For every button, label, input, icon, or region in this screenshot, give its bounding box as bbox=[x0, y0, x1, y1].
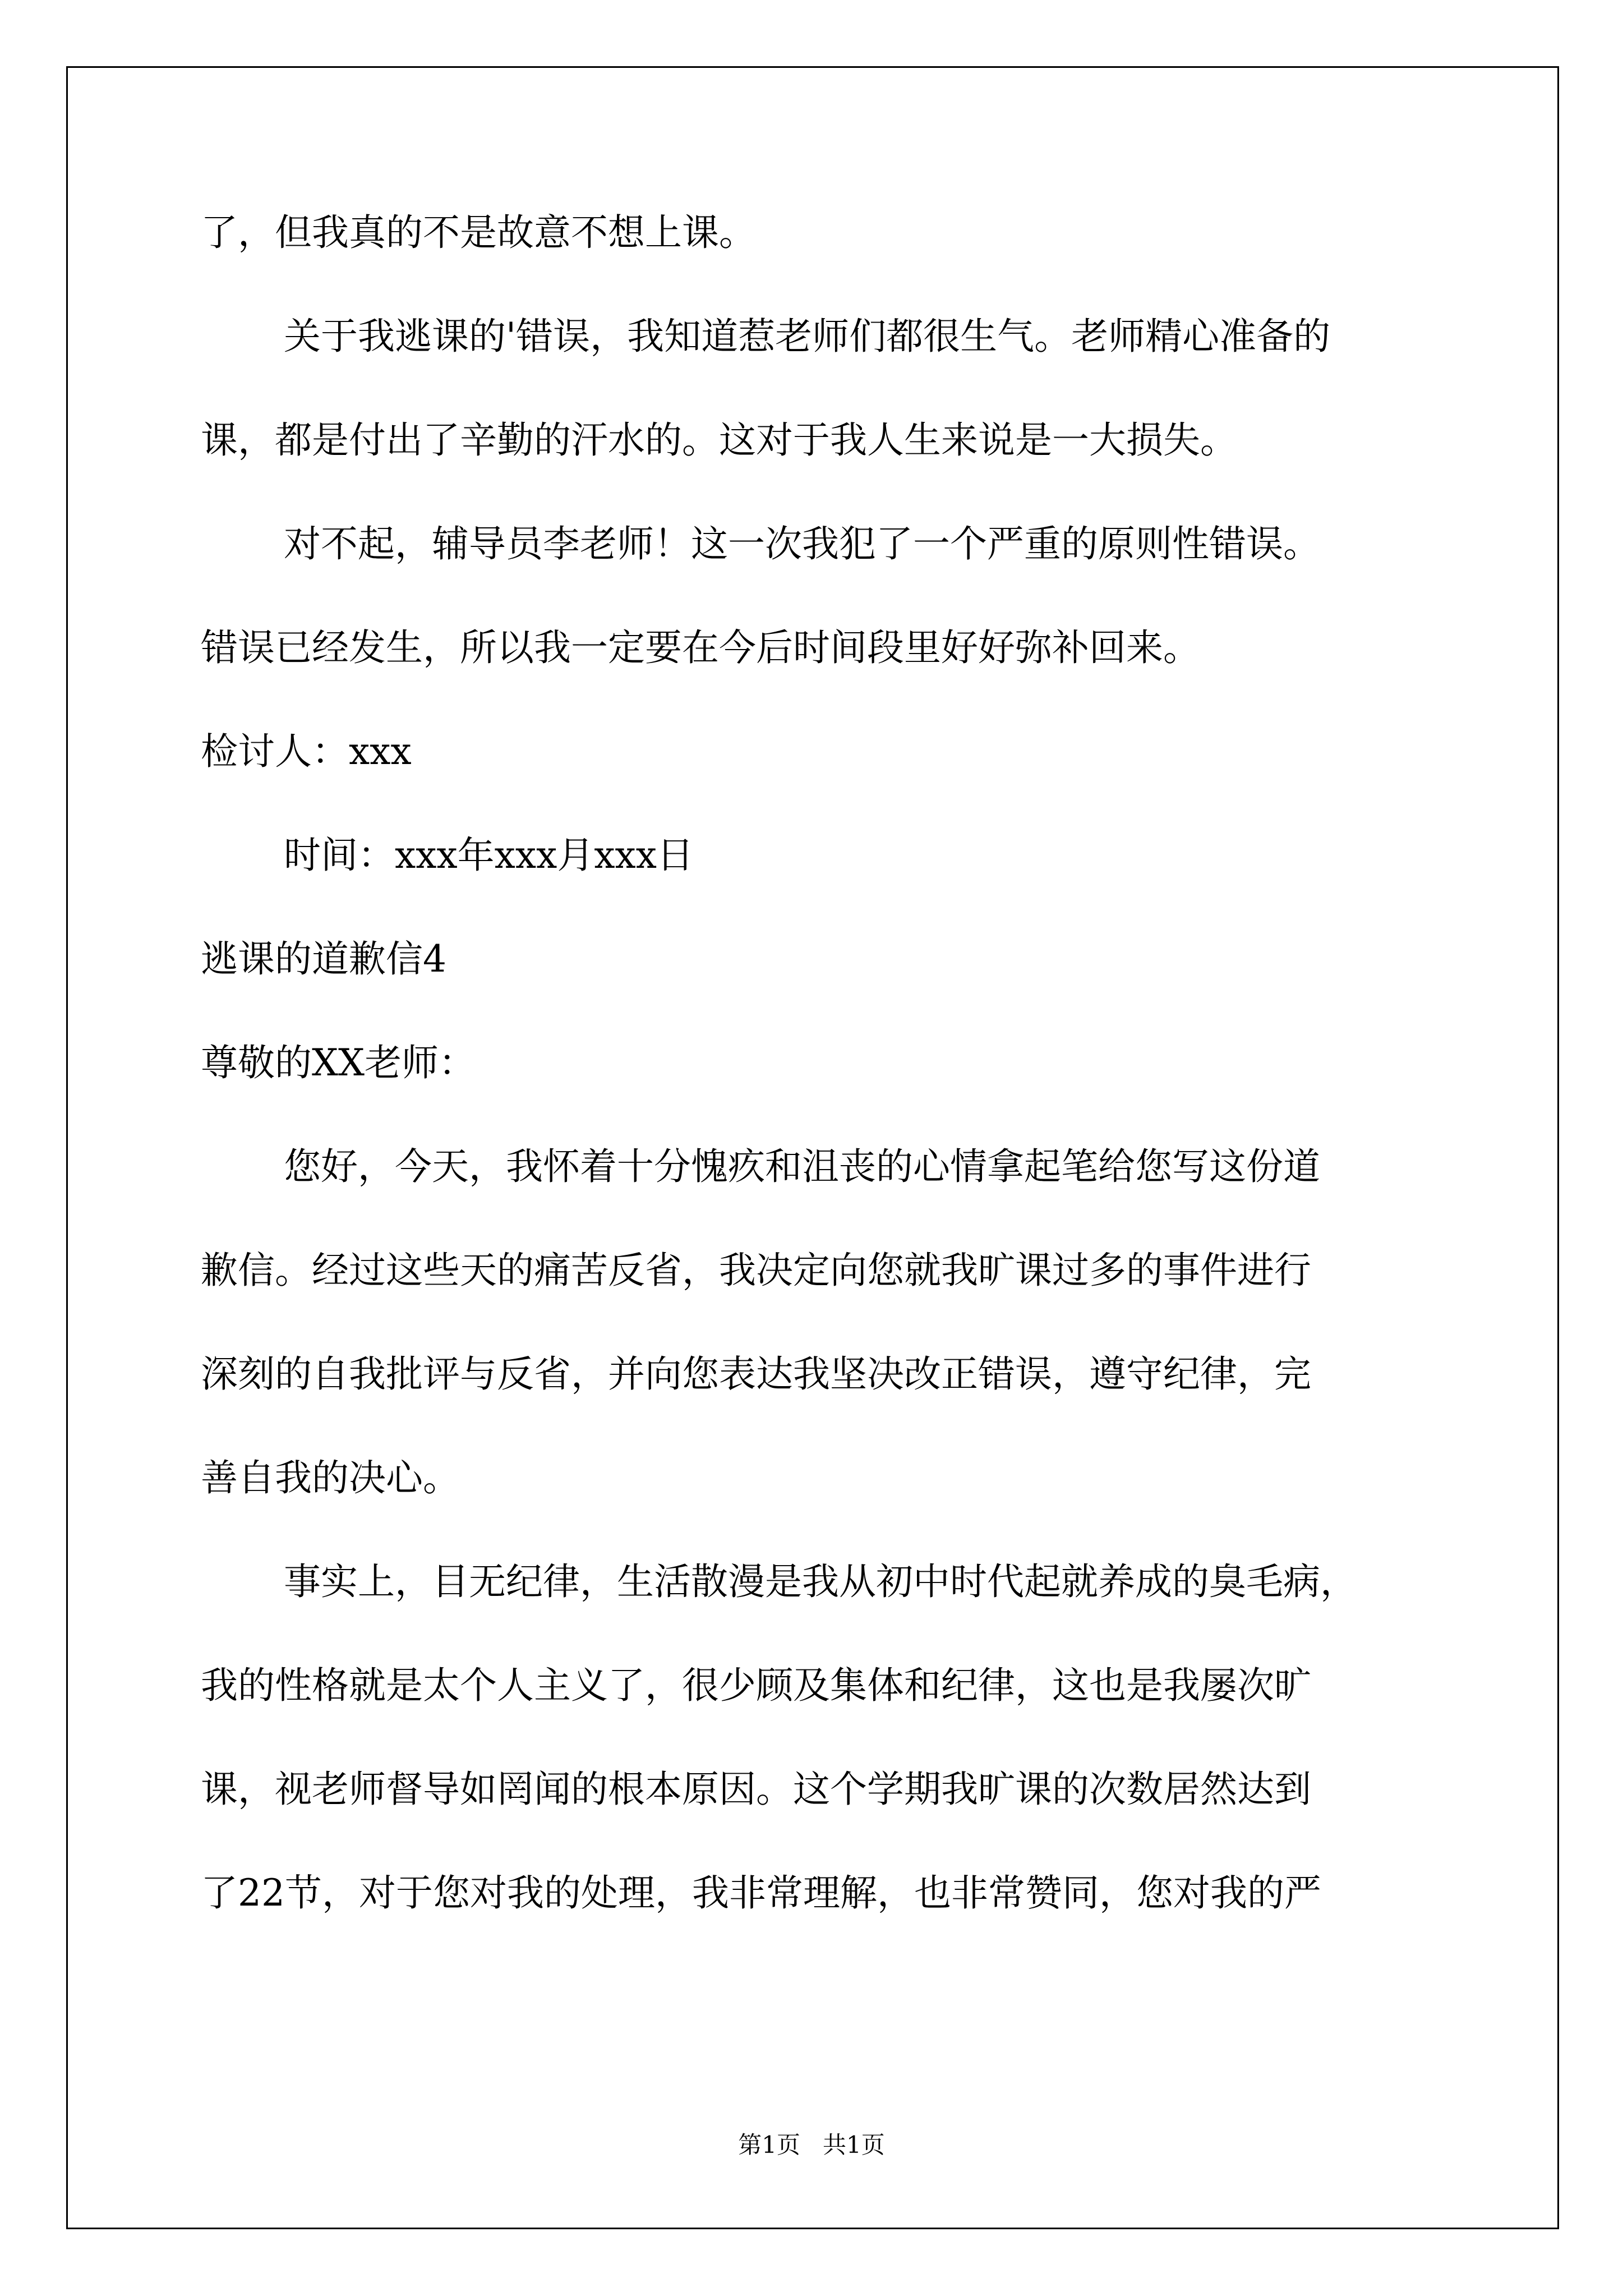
text-line: 深刻的自我批评与反省，并向您表达我坚决改正错误，遵守纪律，完 bbox=[201, 1352, 1311, 1396]
date-line: 时间：xxx年xxx月xxx日 bbox=[284, 834, 694, 877]
text-line: 歉信。经过这些天的痛苦反省，我决定向您就我旷课过多的事件进行 bbox=[201, 1249, 1311, 1292]
signer-line: 检讨人：xxx bbox=[201, 730, 412, 773]
text-line: 关于我逃课的'错误，我知道惹老师们都很生气。老师精心准备的 bbox=[284, 315, 1331, 358]
text-line: 了，但我真的不是故意不想上课。 bbox=[201, 211, 756, 254]
text-line: 课，视老师督导如罔闻的根本原因。这个学期我旷课的次数居然达到 bbox=[201, 1768, 1311, 1811]
section-title: 逃课的道歉信4 bbox=[201, 937, 446, 981]
text-line: 我的性格就是太个人主义了，很少顾及集体和纪律，这也是我屡次旷 bbox=[201, 1664, 1311, 1707]
page-number: 第1页 共1页 bbox=[738, 2131, 885, 2159]
text-line: 事实上，目无纪律，生活散漫是我从初中时代起就养成的臭毛病， bbox=[284, 1560, 1357, 1603]
text-line: 错误已经发生，所以我一定要在今后时间段里好好弥补回来。 bbox=[201, 626, 1200, 669]
text-line: 善自我的决心。 bbox=[201, 1456, 460, 1499]
text-line: 对不起，辅导员李老师！这一次我犯了一个严重的原则性错误。 bbox=[284, 522, 1320, 565]
salutation: 尊敬的XX老师： bbox=[201, 1041, 476, 1084]
text-line: 您好，今天，我怀着十分愧疚和沮丧的心情拿起笔给您写这份道 bbox=[284, 1145, 1320, 1188]
text-line: 了22节，对于您对我的处理，我非常理解，也非常赞同，您对我的严 bbox=[201, 1871, 1321, 1915]
text-line: 课，都是付出了辛勤的汗水的。这对于我人生来说是一大损失。 bbox=[201, 418, 1237, 462]
